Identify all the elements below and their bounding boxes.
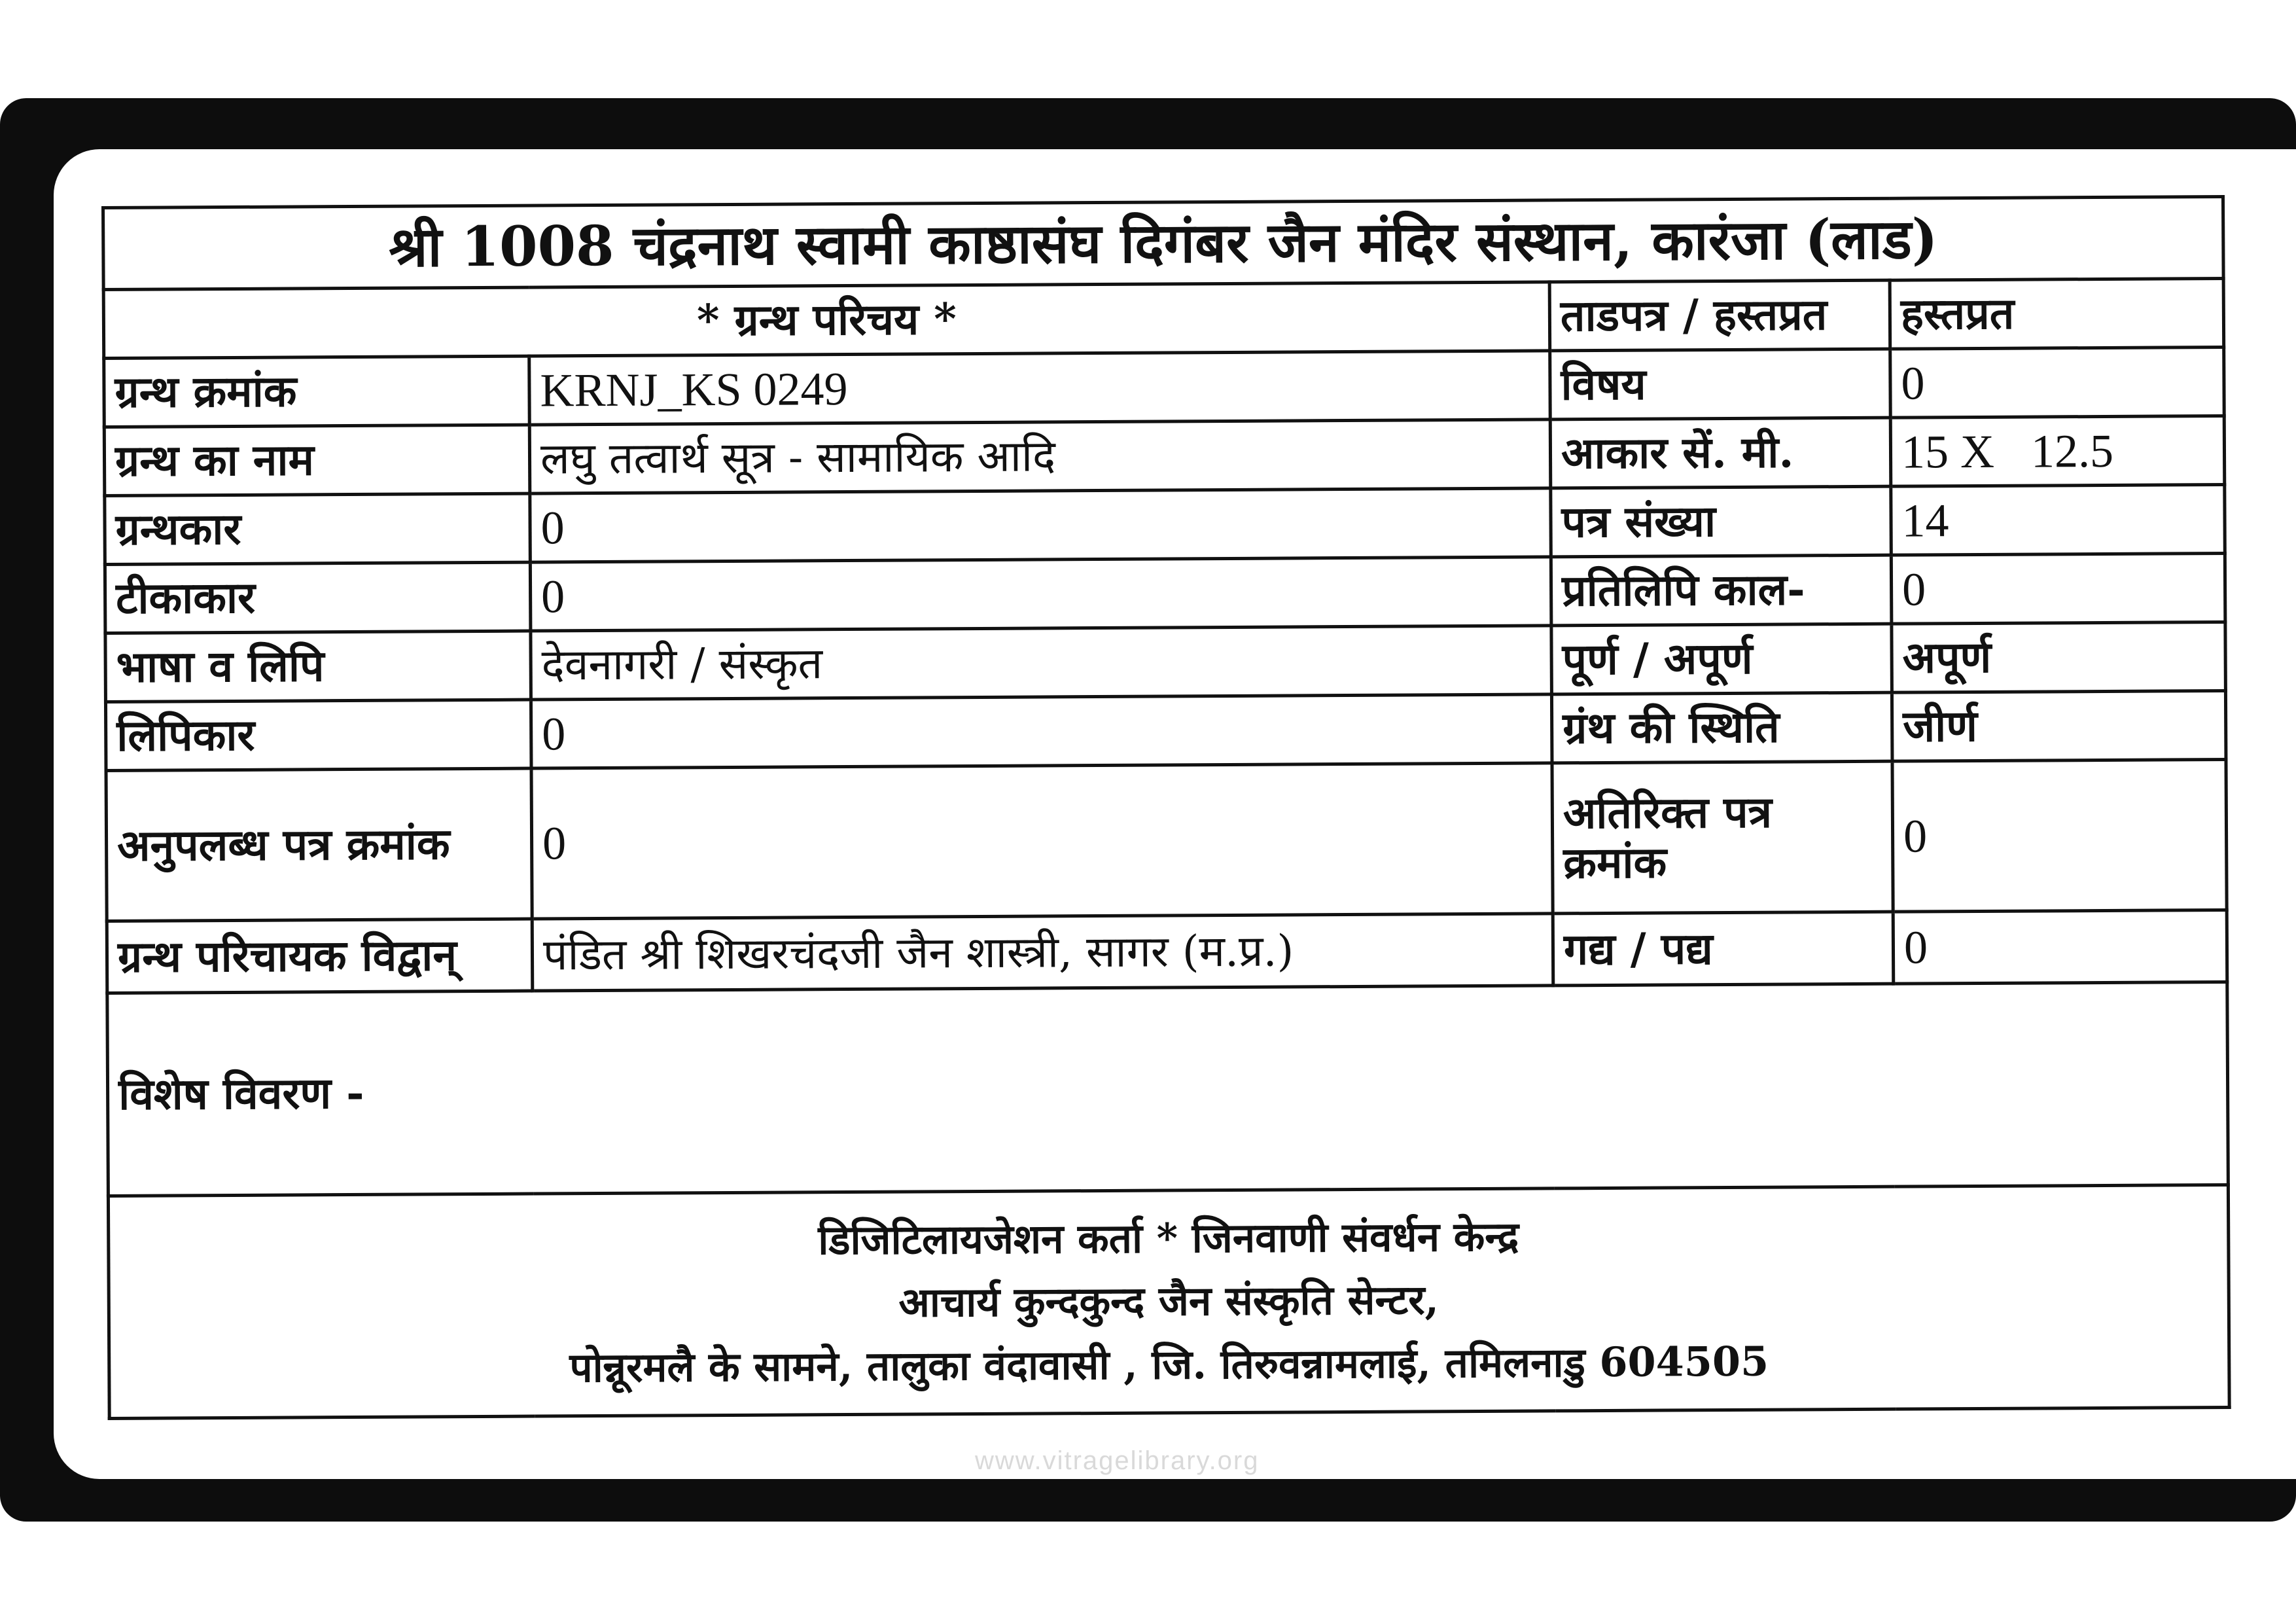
naam-label: ग्रन्थ का नाम bbox=[104, 425, 530, 495]
notes-row bbox=[107, 982, 2229, 1196]
lipikar-label: लिपिकार bbox=[105, 700, 531, 770]
footer-line3: पोन्नूरमलै के सामने, तालुका वंदावासी , जि. तिरुवन्नामलाई, तमिलनाडु 604505 bbox=[569, 1337, 1769, 1391]
footer-row bbox=[108, 1185, 2229, 1419]
poorn-value: अपूर्ण bbox=[1892, 622, 2226, 693]
akar-value bbox=[1890, 416, 2225, 487]
anupalabdh-value: 0 bbox=[531, 763, 1553, 919]
row-tikakar bbox=[105, 554, 2225, 633]
atirikt-label-line1: अतिरिक्त पत्र bbox=[1563, 786, 1773, 838]
anupalabdh-label: अनुपलब्ध पत्र क्रमांक bbox=[106, 768, 532, 921]
gadya-label: गद्य / पद्य bbox=[1553, 912, 1894, 986]
row-vidvan bbox=[107, 910, 2227, 993]
granthkar-label: ग्रन्थकार bbox=[105, 493, 531, 564]
naam-value: लघु तत्वार्थ सूत्र - सामायिक आदि bbox=[529, 419, 1551, 493]
row-anupalabdh bbox=[106, 760, 2227, 921]
tikakar-value: 0 bbox=[530, 557, 1551, 631]
watermark: www.vitragelibrary.org bbox=[975, 1446, 1260, 1475]
patra-label: पत्र संख्या bbox=[1551, 486, 1892, 557]
row-naam bbox=[104, 416, 2225, 496]
akar-height: 12.5 bbox=[2030, 424, 2114, 478]
row-kramank bbox=[104, 348, 2225, 427]
row-bhasha bbox=[105, 622, 2226, 702]
kramank-value: KRNJ_KS 0249 bbox=[529, 351, 1551, 425]
tikakar-label: टीकाकार bbox=[105, 562, 531, 633]
akar-width: 15 X bbox=[1901, 425, 1995, 478]
gadya-value: 0 bbox=[1893, 910, 2227, 984]
lipikar-value: 0 bbox=[531, 694, 1552, 768]
catalog-table bbox=[101, 195, 2231, 1420]
type-label: ताडपत्र / हस्तप्रत bbox=[1549, 280, 1890, 351]
row-lipikar bbox=[105, 691, 2226, 771]
vishay-label: विषय bbox=[1550, 349, 1891, 419]
vishay-value: 0 bbox=[1890, 348, 2225, 418]
atirikt-value: 0 bbox=[1892, 760, 2227, 912]
notes-label: विशेष विवरण - bbox=[107, 982, 2229, 1196]
sthiti-value: जीर्ण bbox=[1892, 691, 2226, 762]
patra-value: 14 bbox=[1891, 485, 2225, 556]
granthkar-value: 0 bbox=[530, 488, 1551, 562]
catalog-form bbox=[101, 195, 2228, 1417]
intro-heading: * ग्रन्थ परिचय * bbox=[103, 282, 1550, 359]
footer-line1: डिजिटिलायजेशन कर्ता * जिनवाणी संवर्धन केन्द्र bbox=[818, 1213, 1519, 1264]
vidvan-value: पंडित श्री शिखरचंदजी जैन शास्त्री, सागर (म.प्र.) bbox=[532, 914, 1553, 991]
institution-title: श्री 1008 चंद्रनाथ स्वामी काष्ठासंघ दिगंबर जैन मंदिर संस्थान, कारंजा (लाड) bbox=[103, 197, 2224, 290]
bhasha-label: भाषा व लिपि bbox=[105, 631, 531, 702]
poorn-label: पूर्ण / अपूर्ण bbox=[1551, 624, 1892, 694]
sthiti-label: ग्रंथ की स्थिति bbox=[1551, 692, 1892, 763]
row-granthkar bbox=[105, 485, 2225, 565]
title-row bbox=[103, 197, 2224, 290]
footer-line2: आचार्य कुन्दकुन्द जैन संस्कृति सेन्टर, bbox=[898, 1275, 1439, 1327]
akar-label: आकार सें. मी. bbox=[1550, 418, 1891, 488]
atirikt-label bbox=[1552, 761, 1893, 914]
kaal-label: प्रतिलिपि काल- bbox=[1551, 555, 1892, 626]
atirikt-label-line2: क्रमांक bbox=[1563, 836, 1667, 888]
footer bbox=[108, 1185, 2229, 1419]
kramank-label: ग्रन्थ क्रमांक bbox=[104, 356, 530, 427]
kaal-value: 0 bbox=[1891, 554, 2225, 624]
intro-row bbox=[103, 279, 2224, 359]
vidvan-label: ग्रन्थ परिचायक विद्वान् bbox=[107, 919, 533, 993]
type-value: हस्तप्रत bbox=[1890, 279, 2224, 349]
bhasha-value: देवनागरी / संस्कृत bbox=[531, 626, 1552, 700]
